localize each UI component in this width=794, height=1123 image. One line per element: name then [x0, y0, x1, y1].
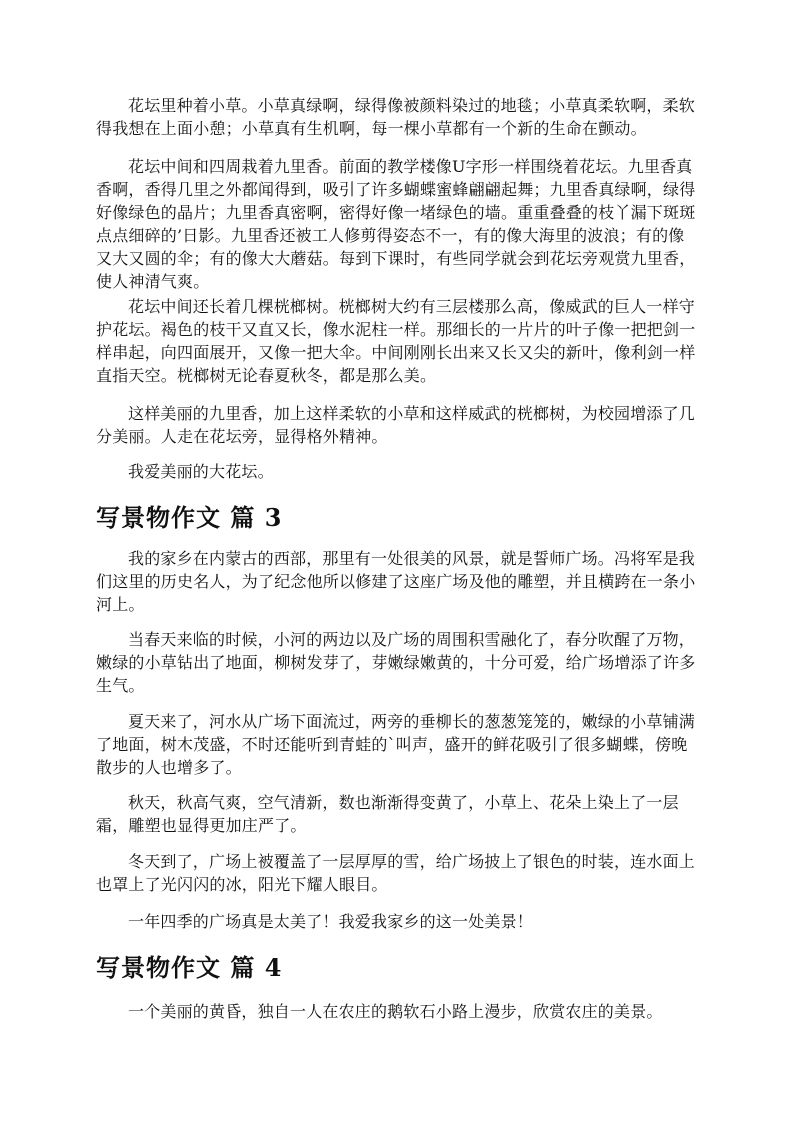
paragraph-palm: 花坛中间还长着几棵桄榔树。桄榔树大约有三层楼那么高，像威武的巨人一样守护花坛。褐色的枝干又直又长，像水泥柱一样。那细长的一片片的叶子像一把把剑一样串起，向四面展开，又像一把大伞。中间刚刚长出来又长又尖的新叶，像利剑一样直指天空。桄榔树无论春夏秋冬，都是那么美。 — [96, 297, 696, 385]
paragraph-dusk: 一个美丽的黄昏，独自一人在农庄的鹅软石小路上漫步，欣赏农庄的美景。 — [128, 1002, 663, 1021]
paragraph-grass: 花坛里种着小草。小草真绿啊，绿得像被颜料染过的地毯；小草真柔软啊，柔软得我想在上面小憩；小草真有生机啊，每一棵小草都有一个新的生命在颤动。 — [96, 96, 696, 138]
section-heading-3: 写景物作文 篇 3 — [96, 503, 283, 532]
paragraph-seasons-closing: 一年四季的广场真是太美了！我爱我家乡的这一处美景！ — [128, 912, 534, 931]
paragraph-autumn: 秋天，秋高气爽，空气清新，数也渐渐得变黄了，小草上、花朵上染上了一层霜，雕塑也显得更加庄严了。 — [96, 793, 679, 835]
paragraph-spring: 当春天来临的时候，小河的两边以及广场的周围积雪融化了，春分吹醒了万物，嫩绿的小草钻出了地面，柳树发芽了，芽嫩绿嫩黄的，十分可爱，给广场增添了许多生气。 — [96, 630, 696, 695]
paragraph-closing: 我爱美丽的大花坛。 — [128, 462, 274, 481]
paragraph-summary: 这样美丽的九里香，加上这样柔软的小草和这样威武的桄榔树，为校园增添了几分美丽。人走在花坛旁，显得格外精神。 — [96, 404, 696, 446]
paragraph-murraya: 花坛中间和四周栽着九里香。前面的教学楼像U字形一样围绕着花坛。九里香真香啊，香得几里之外都闻得到，吸引了许多蝴蝶蜜蜂翩翩起舞；九里香真绿啊，绿得好像绿色的晶片；九里香真密啊，密得好像一堵绿色的墙。重重叠叠的枝丫漏下斑斑点点细碎的’日影。九里香还被工人修剪得姿态不一，有的像大海里的波浪；有的像又大又圆的伞；有的像大大蘑菇。每到下课时，有些同学就会到花坛旁观赏九里香，使人神清气爽。 — [96, 157, 696, 291]
section-heading-4: 写景物作文 篇 4 — [96, 953, 283, 982]
paragraph-summer: 夏天来了，河水从广场下面流过，两旁的垂柳长的葱葱笼笼的，嫩绿的小草铺满了地面，树木茂盛，不时还能听到青蛙的`叫声，盛开的鲜花吸引了很多蝴蝶，傍晚散步的人也增多了。 — [96, 712, 696, 777]
paragraph-hometown: 我的家乡在内蒙古的西部，那里有一处很美的风景，就是誓师广场。冯将军是我们这里的历史名人，为了纪念他所以修建了这座广场及他的雕塑，并且横跨在一条小河上。 — [96, 549, 696, 614]
paragraph-winter: 冬天到了，广场上被覆盖了一层厚厚的雪，给广场披上了银色的时装，连水面上也罩上了光闪闪的冰，阳光下耀人眼目。 — [96, 852, 696, 894]
